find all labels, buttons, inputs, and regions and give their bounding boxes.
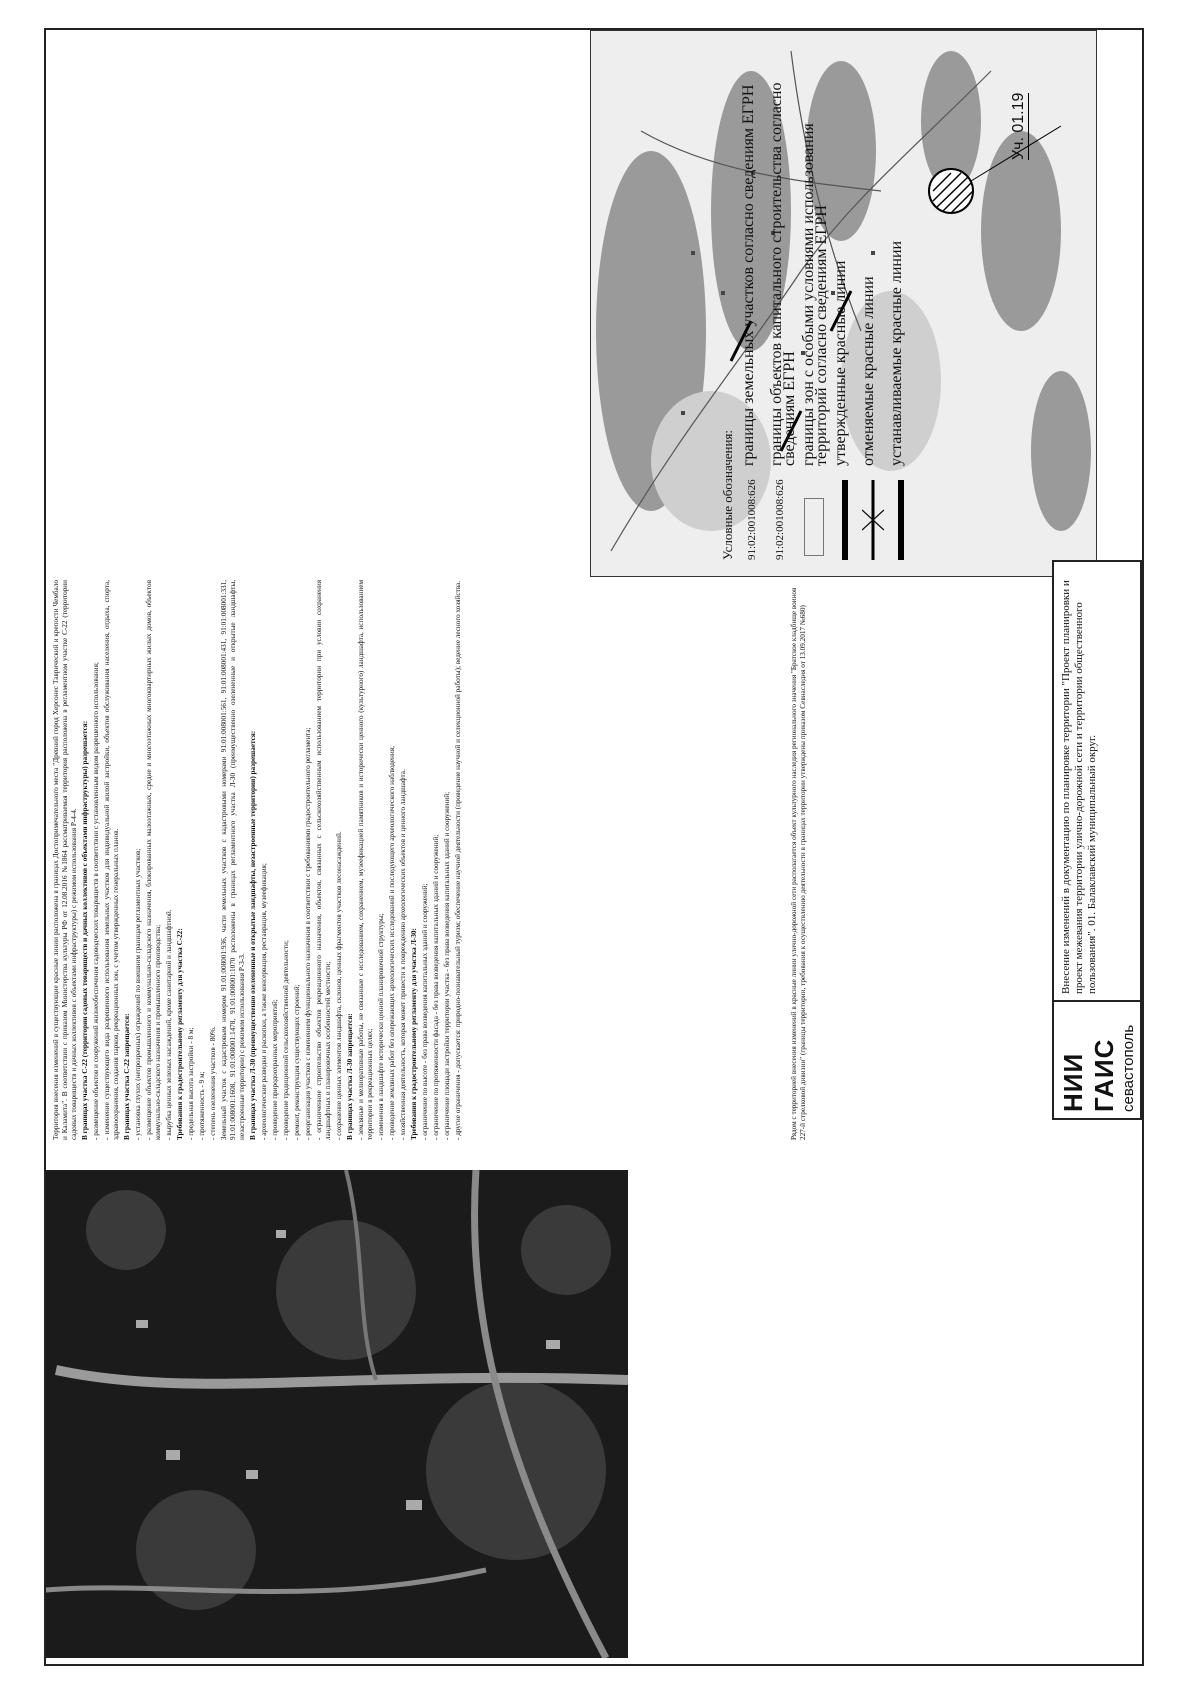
- list-item: - реорганизация участков с изменением функционального назначения в соответствии с требованиями градостроительного регламента;: [304, 727, 312, 1140]
- legend-label: границы земельных участков согласно сведениям ЕГРН: [740, 84, 757, 466]
- list-item: - протяженность - 9 м;: [198, 1071, 206, 1140]
- heading-c22-allowed: В границах участка С-22 (территории садовых товариществ и дачных коллективов с объектами инфраструктуры) разрешается:: [81, 720, 89, 1140]
- heading-l30-forbidden: В границах участка Л-30 запрещается:: [346, 1013, 354, 1140]
- list-item: - вырубка ценных зеленых насаждений, кроме санитарной и ландшафтной.: [165, 909, 173, 1140]
- list-item: - проведение природоохранных мероприятий;: [271, 999, 279, 1140]
- list-item: - ограничение площади застройки территории участка - без права возведения капитальных зданий и сооружений;: [443, 791, 451, 1140]
- heading-c22-requirements: Требования к градостроительному регламенту для участка С-22:: [176, 928, 184, 1140]
- legend-label: границы объектов капитального строительства согласно сведениям ЕГРН: [768, 82, 798, 466]
- legend-item-special-zones: [802, 60, 828, 560]
- list-item: - хозяйственная деятельность, которая может привести к повреждению археологических объектов и ценного ландшафта.: [399, 769, 407, 1140]
- list-item: - ремонт, реконструкция существующих строений;: [293, 984, 301, 1140]
- list-item: - изменение существующего вида разрешенного использования земельных участков для индивидуальной жилой застройки, объектов обслуживания населения, отдыха, спорта, здравоохранения, создания парков, рекреационных зон, с учетом утвержденных генеральных планов.: [103, 580, 120, 1140]
- heritage-notice-text: Рядом с территорией внесения изменений в красные линии улично-дорожной сети располагается объект культурного наследия регионального значения "Братское кладбище воинов 227-й стрелковой дивизии" (границы территории, требования к осуществлению деятельности в границах территории утверждены приказом Севнаследия от 13.09.2017 №680): [790, 587, 807, 1140]
- list-item: - ограничение по протяженности фасада - без права возведения капитальных зданий и сооружений;: [432, 834, 440, 1140]
- legend-symbol-parcel: [742, 480, 764, 560]
- heritage-notice: [790, 580, 850, 1140]
- legend-item-new-red-lines: [890, 60, 912, 560]
- list-item: - ограниченное строительство объектов рекреационного назначения, объектов, связанных с сельскохозяйственным использованием территории при условии сохранения ландшафтных и планировочных особенностей местности;: [315, 580, 332, 1140]
- paragraph-intro: Территория внесения изменений в существующие красные линии расположена в границах Достопримечательного места "Древний город Херсонес Таврический и крепости Чембало и Каламита". В соответствии с приказом Министерства культуры РФ от 12.08.2016 №1864 рассматриваемая территория расположена в регламентном участке С-22 (территории садовых товариществ и дачных коллективов с объектами инфраструктуры) с режимом использования Р-4-4.: [52, 580, 78, 1140]
- list-item: - земляные и мелиоративные работы, не связанные с исследованием, сохранением, музеефикацией памятников и исторически ценного (культурного) ландшафта, использованием территории в рекреационных целях;: [357, 580, 374, 1140]
- list-item: - проведение традиционной сельскохозяйственной деятельности;: [282, 940, 290, 1140]
- legend-symbol-label: 91:02:001008:626: [774, 479, 786, 560]
- legend: [720, 60, 1010, 560]
- list-item: - размещение объектов промышленного и коммунально-складского назначения, блокированных малоэтажных, средне и многоэтажных многоквартирных жилых домов, объектов коммунально-складского назначения и промышленного производства;: [145, 580, 162, 1140]
- parcel-label-wrap: [1010, 70, 1040, 160]
- heading-l30-requirements: Требования к градостроительному регламенту для участка Л-30:: [410, 928, 418, 1140]
- legend-symbol-new-line: [890, 480, 912, 560]
- legend-label: отменяемые красные линии: [860, 276, 877, 466]
- aerial-photo: [46, 1170, 628, 1658]
- list-item: - размещение объектов и сооружений жизнеобеспечения садоводческих товариществ в соответствии с установленным видом разрешенного использования;: [92, 662, 100, 1140]
- legend-symbol-zone: [802, 480, 824, 560]
- paragraph-parcels: Земельный участок с кадастровым номером 91:01:008001:936, части земельных участков с кадастровыми номерами 91:01:008001:561, 91:01:008001:431, 91:01:008001:331, 91:01:008001:1608, 91:01:008001:1478, 91:01:008001:1070 расположены в границах регламентного участка Л-30 (преимущественно озелененные и открытые ландшафты, незастроенные территории) с режимом использования Р-3-3.: [220, 580, 246, 1140]
- parcel-label: Уч. 01.19: [1010, 92, 1027, 160]
- heading-l30-allowed: В границах участка Л-30 (преимущественно озелененные и открытые ландшафты, незастроенные территории) разрешается:: [249, 730, 257, 1140]
- project-description: Внесение изменений в документацию по планировке территории "Проект планировки и проект межевания территории улично-дорожной сети и территории общественного пользования". 01. Балаклавский муниципальный округ.: [1060, 580, 1098, 994]
- list-item: - другие ограничения - допускается: природно-познавательный туризм; обеспечение научной деятельности (проведение научной и селекционной работы); ведение лесного хозяйства.: [454, 580, 462, 1140]
- legend-item-cancelled-red-lines: [862, 60, 884, 560]
- list-item: - сохранение ценных элементов ландшафта, склонов, ценных фрагментов участков лесонасаждений.: [335, 831, 343, 1140]
- legend-symbol-cancelled-line: [862, 480, 884, 560]
- logo-top: НИИ ГАИС: [1057, 1038, 1119, 1112]
- legend-item-approved-red-lines: [834, 60, 856, 560]
- company-logo: [1054, 1000, 1140, 1118]
- list-item: - ограничение по высоте - без права возведения капитальных зданий и сооружений;: [421, 883, 429, 1140]
- legend-label: устанавливаемые красные линии: [888, 240, 905, 466]
- heading-c22-forbidden: В границах участка С-22 запрещается:: [123, 1013, 131, 1140]
- legend-item-buildings: [770, 60, 796, 560]
- legend-symbol-approved-line: [834, 480, 856, 560]
- regulation-text-block: [52, 580, 642, 1160]
- list-item: - степень озеленения участков - 80%.: [209, 1026, 217, 1140]
- legend-label: утвержденные красные линии: [832, 260, 849, 466]
- legend-item-land-parcels: [742, 60, 764, 560]
- legend-symbol-building: [770, 480, 792, 560]
- legend-title: Условные обозначения:: [720, 429, 735, 560]
- legend-label: границы зон с особыми условиями использования территорий согласно сведениям ЕГРН: [800, 123, 830, 466]
- title-block: [1052, 560, 1142, 1120]
- list-item: - изменения в ландшафте исторически ценной планировочной структуры;: [377, 913, 385, 1140]
- list-item: - археологические разведки и раскопки, а также консервация, реставрация, музеефикация;: [260, 863, 268, 1140]
- list-item: - предельная высота застройки - 8 м;: [187, 1027, 195, 1140]
- list-item: - установка глухих (непрозрачных) ограждений по внешним границам регламентных участков;: [134, 848, 142, 1140]
- legend-symbol-label: 91:02:001008:626: [746, 479, 758, 560]
- logo-bottom: севастополь: [1119, 1024, 1137, 1112]
- list-item: - проведение земляных работ без опережающих археологических исследований и последующего археологического наблюдения;: [388, 745, 396, 1140]
